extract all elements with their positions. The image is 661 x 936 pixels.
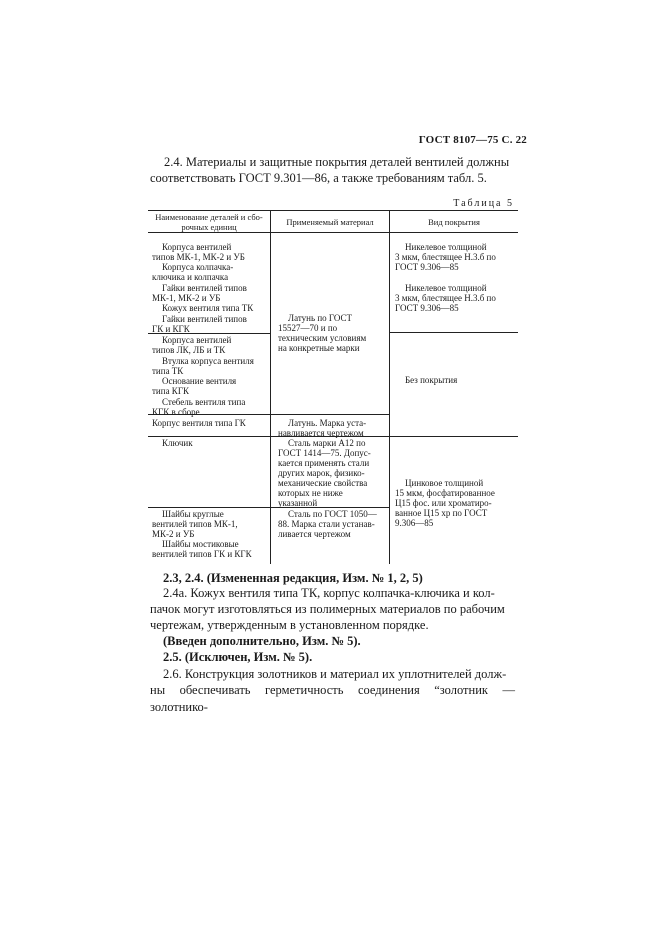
material-text: других марок, физико-	[278, 468, 365, 478]
column-header-coating: Вид покрытия	[428, 217, 480, 227]
paragraph-2-5-text: 2.5. (Исключен, Изм. № 5).	[163, 650, 313, 664]
material-text: на конкретные марки	[278, 343, 360, 353]
column-header-parts	[150, 213, 268, 232]
table-caption: Таблица 5	[453, 198, 514, 209]
part-name: Корпус вентиля типа ГК	[152, 418, 246, 428]
part-name: Гайки вентилей типов	[162, 283, 247, 293]
paragraph-2-4a-line: 2.4а. Кожух вентиля типа ТК, корпус колпачка-ключика и кол-	[163, 586, 495, 600]
paragraph-2-6-line: 2.6. Конструкция золотников и материал их уплотнителей долж-	[163, 667, 507, 681]
part-name: Втулка корпуса вентиля	[162, 356, 254, 366]
coating-text: 3 мкм, блестящее Н.3.б по	[395, 293, 496, 303]
column-rule	[270, 210, 271, 564]
coating-text: Никелевое толщиной	[405, 283, 487, 293]
header-text: Наименование деталей и сбо-	[155, 212, 263, 222]
coating-text: Цинковое толщиной	[405, 478, 484, 488]
material-text: которых не ниже	[278, 488, 343, 498]
material-text: 15527—70 и по	[278, 323, 338, 333]
row-rule	[148, 507, 389, 508]
material-text: Латунь по ГОСТ	[288, 313, 353, 323]
part-name: Основание вентиля	[162, 376, 237, 386]
row-rule	[389, 332, 518, 333]
coating-text: Без покрытия	[405, 375, 458, 385]
part-name: КГК в сборе	[152, 407, 200, 417]
coating-text: ванное Ц15 хр по ГОСТ	[395, 508, 488, 518]
coating-text: Никелевое толщиной	[405, 242, 487, 252]
intro-line: 2.4. Материалы и защитные покрытия деталей вентилей должны	[164, 155, 510, 169]
material-text: Сталь марки А12 по	[288, 438, 366, 448]
material-text: механические свойства	[278, 478, 368, 488]
coating-text: 9.306—85	[395, 518, 434, 528]
part-name: Шайбы мостиковые	[162, 539, 239, 549]
coating-text: ГОСТ 9.306—85	[395, 303, 459, 313]
part-name: Корпуса колпачка-	[162, 262, 234, 272]
material-text: Сталь по ГОСТ 1050—	[288, 509, 377, 519]
materials-table	[148, 210, 518, 564]
part-name: Стебель вентиля типа	[162, 397, 246, 407]
table-header-rule	[148, 232, 518, 233]
material-text: 88. Марка стали устанав-	[278, 519, 375, 529]
part-name: ключика и колпачка	[152, 272, 229, 282]
part-name: типов ЛК, ЛБ и ТК	[152, 345, 226, 355]
part-name: Гайки вентилей типов	[162, 314, 247, 324]
material-text: навливается чертежом	[278, 428, 364, 438]
paragraph-2-4a-line: пачок могут изготовляться из полимерных материалов по рабочим	[150, 602, 505, 616]
part-name: МК-2 и УБ	[152, 529, 195, 539]
part-name: типа КГК	[152, 386, 190, 396]
intro-line: соответствовать ГОСТ 9.301—86, а также требованиям табл. 5.	[150, 171, 487, 185]
coating-text: 15 мкм, фосфатированное	[395, 488, 495, 498]
paragraph-2-6-line: ны обеспечивать герметичность соединения “золотник — золотнико-	[150, 683, 515, 714]
intro-paragraph	[150, 154, 515, 171]
header-text: рочных единиц	[181, 221, 237, 232]
part-name: Корпуса вентилей	[162, 242, 232, 252]
page-header: ГОСТ 8107—75 С. 22	[418, 134, 527, 146]
material-text: техническим условиям	[278, 333, 367, 343]
part-name: Кожух вентиля типа ТК	[162, 303, 254, 313]
table-top-rule	[148, 210, 518, 211]
part-name: вентилей типов МК-1,	[152, 519, 238, 529]
paragraph-2-4a-line: чертежам, утвержденным в установленном порядке.	[150, 618, 429, 632]
material-text: ГОСТ 1414—75. Допус-	[278, 448, 371, 458]
material-text: ливается чертежом	[278, 529, 351, 539]
material-text: указанной	[278, 498, 318, 508]
material-text: кается применять стали	[278, 458, 370, 468]
paragraph-2-5	[163, 649, 513, 666]
part-name: типа ТК	[152, 366, 184, 376]
column-header-material: Применяемый материал	[286, 217, 374, 227]
coating-text: ГОСТ 9.306—85	[395, 262, 459, 272]
intro-paragraph-cont	[150, 170, 515, 187]
part-name: ГК и КГК	[152, 324, 190, 334]
part-name: Шайбы круглые	[162, 509, 224, 519]
part-name: Корпуса вентилей	[162, 335, 232, 345]
coating-text: 3 мкм, блестящее Н.3.б по	[395, 252, 496, 262]
introduced-note: (Введен дополнительно, Изм. № 5).	[163, 634, 361, 648]
part-name: типов МК-1, МК-2 и УБ	[152, 252, 245, 262]
part-name: МК-1, МК-2 и УБ	[152, 293, 221, 303]
column-rule	[389, 210, 390, 564]
material-text: Латунь. Марка уста-	[288, 418, 367, 428]
coating-text: Ц15 фос. или хроматиро-	[395, 498, 492, 508]
amendment-note: 2.3, 2.4. (Измененная редакция, Изм. № 1, 2, 5)	[163, 571, 423, 585]
part-name: вентилей типов ГК и КГК	[152, 549, 252, 559]
part-name: Ключик	[162, 438, 193, 448]
